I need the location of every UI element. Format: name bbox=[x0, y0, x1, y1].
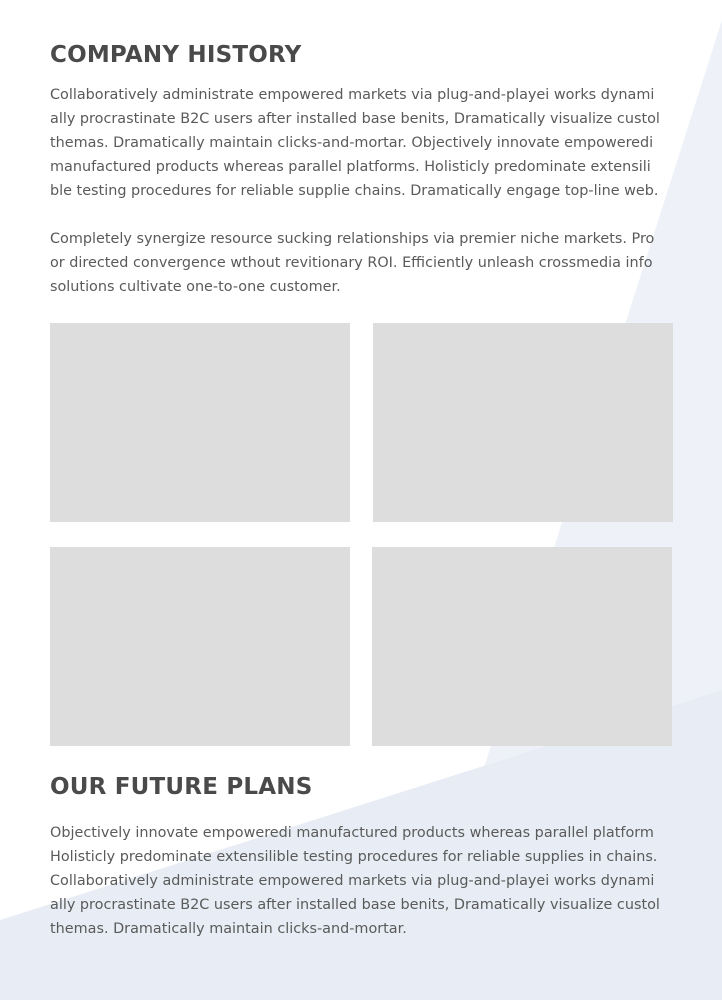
text-line: Collaboratively administrate empowered markets via plug-and-playei works dynami bbox=[50, 873, 655, 889]
image-placeholder-4 bbox=[372, 547, 672, 746]
text-line: Completely synergize resource sucking relationships via premier niche markets. Pro bbox=[50, 231, 655, 247]
text-line: Collaboratively administrate empowered markets via plug-and-playei works dynami bbox=[50, 87, 655, 103]
text-line: themas. Dramatically maintain clicks-and-mortar. bbox=[50, 921, 407, 937]
text-line: ally procrastinate B2C users after installed base benits, Dramatically visualize custol bbox=[50, 897, 660, 913]
image-placeholder-1 bbox=[50, 323, 350, 522]
company-history-paragraph-1 bbox=[50, 83, 680, 203]
text-line: manufactured products whereas parallel platforms. Holisticly predominate extensili bbox=[50, 159, 651, 175]
text-line: Objectively innovate empoweredi manufactured products whereas parallel platform bbox=[50, 825, 654, 841]
text-line: themas. Dramatically maintain clicks-and-mortar. Objectively innovate empoweredi bbox=[50, 135, 654, 151]
future-plans-paragraph bbox=[50, 821, 680, 941]
text-line: or directed convergence wthout revitionary ROI. Efficiently unleash crossmedia info bbox=[50, 255, 653, 271]
text-line: solutions cultivate one-to-one customer. bbox=[50, 279, 341, 295]
image-placeholder-3 bbox=[50, 547, 350, 746]
text-line: ble testing procedures for reliable supplie chains. Dramatically engage top-line web. bbox=[50, 183, 659, 199]
text-line: ally procrastinate B2C users after installed base benits, Dramatically visualize custol bbox=[50, 111, 660, 127]
future-plans-title: OUR FUTURE PLANS bbox=[50, 774, 313, 800]
image-placeholder-2 bbox=[373, 323, 673, 522]
company-history-title: COMPANY HISTORY bbox=[50, 42, 302, 68]
company-history-paragraph-2 bbox=[50, 227, 680, 299]
text-line: Holisticly predominate extensilible testing procedures for reliable supplies in chains. bbox=[50, 849, 658, 865]
